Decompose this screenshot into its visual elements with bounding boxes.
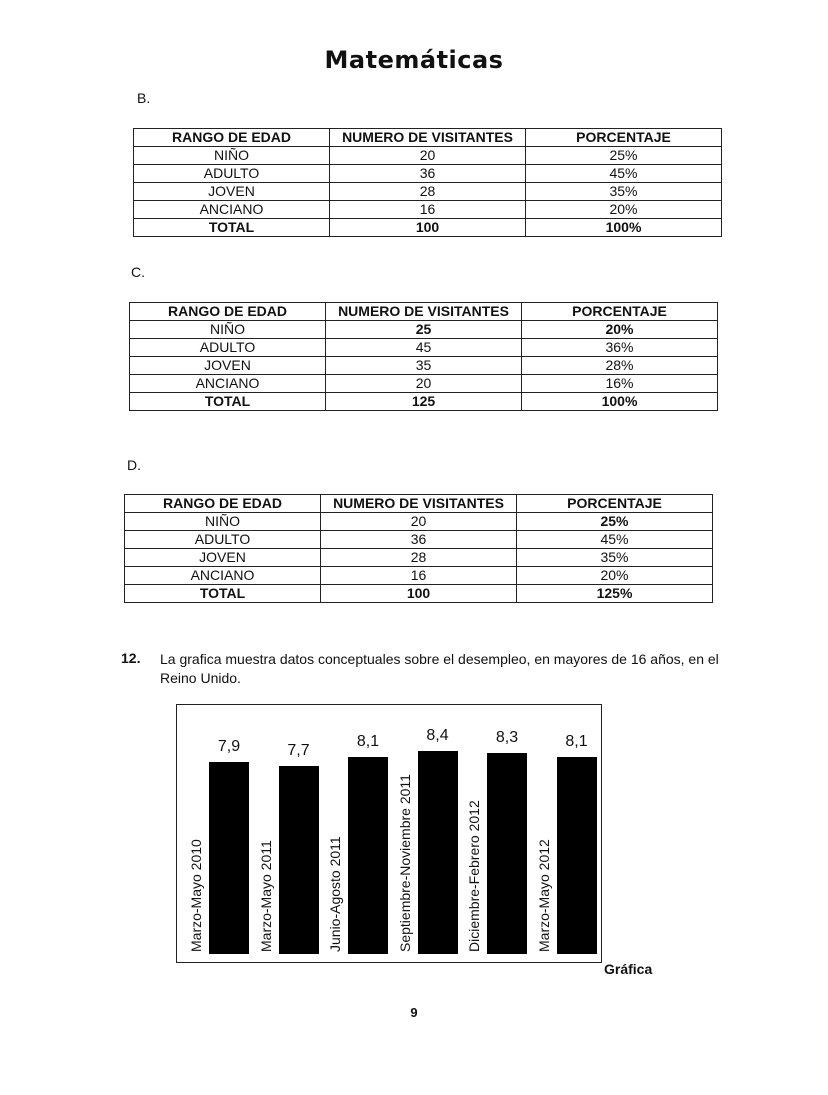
bar — [418, 751, 458, 954]
table-cell: 20% — [522, 321, 718, 339]
page-number: 9 — [410, 1005, 418, 1020]
bar-value-label: 8,3 — [495, 728, 519, 746]
table-cell: TOTAL — [125, 585, 321, 603]
table-cell: 36 — [321, 531, 517, 549]
table-cell: ADULTO — [130, 339, 326, 357]
table-cell: 100 — [330, 219, 526, 237]
table-cell: ANCIANO — [134, 201, 330, 219]
table-cell: 45% — [526, 165, 722, 183]
category-label: Marzo-Mayo 2011 — [257, 840, 274, 952]
table-row — [125, 567, 713, 585]
table-cell: 100% — [522, 393, 718, 411]
question-number: 12. — [121, 650, 141, 666]
bar — [348, 757, 388, 954]
bar — [487, 753, 527, 954]
column-header: NUMERO DE VISITANTES — [330, 129, 526, 147]
page-title: Matemáticas — [324, 46, 504, 74]
table-row — [125, 513, 713, 531]
chart-caption: Gráfica — [604, 961, 653, 977]
bar — [279, 766, 319, 954]
bar — [557, 757, 597, 954]
bar-value-label: 7,7 — [287, 742, 310, 759]
table-row — [125, 549, 713, 567]
table-row — [130, 393, 718, 411]
table-cell: TOTAL — [130, 393, 326, 411]
table-cell: 20% — [526, 201, 722, 219]
table-cell: 20 — [321, 513, 517, 531]
bar-value-label: 8,4 — [426, 726, 449, 744]
question-text: La grafica muestra datos conceptuales sobre el desempleo, en mayores de 16 años, en el Reino Unido. — [160, 651, 719, 686]
column-header: PORCENTAJE — [517, 495, 713, 513]
table-cell: 125 — [326, 393, 522, 411]
table-cell: NIÑO — [134, 147, 330, 165]
table-row — [134, 183, 722, 201]
table-row — [130, 339, 718, 357]
table-cell: 28 — [330, 183, 526, 201]
visitors-table — [133, 128, 722, 237]
column-header: RANGO DE EDAD — [130, 303, 326, 321]
table-cell: TOTAL — [134, 219, 330, 237]
table-header-row — [125, 495, 713, 513]
table-row — [134, 147, 722, 165]
table-cell: JOVEN — [125, 549, 321, 567]
table-cell: ANCIANO — [130, 375, 326, 393]
table-cell: 28 — [321, 549, 517, 567]
table-cell: ADULTO — [125, 531, 321, 549]
table-row — [134, 219, 722, 237]
visitors-table — [124, 494, 713, 603]
table-cell: 20% — [517, 567, 713, 585]
table-cell: 25% — [526, 147, 722, 165]
category-label: Diciembre-Febrero 2012 — [466, 800, 482, 952]
table-header-row — [134, 129, 722, 147]
section-label: B. — [137, 90, 151, 106]
section-label: D. — [127, 457, 141, 473]
bar-value-label: 8,1 — [356, 733, 380, 751]
table-cell: 35% — [526, 183, 722, 201]
table-cell: 36% — [522, 339, 718, 357]
column-header: RANGO DE EDAD — [125, 495, 321, 513]
table-cell: JOVEN — [130, 357, 326, 375]
column-header: RANGO DE EDAD — [134, 129, 330, 147]
table-row — [130, 321, 718, 339]
category-label: Junio-Agosto 2011 — [327, 836, 343, 952]
table-cell: 16 — [330, 201, 526, 219]
table-row — [125, 531, 713, 549]
column-header: NUMERO DE VISITANTES — [321, 495, 517, 513]
table-row — [130, 357, 718, 375]
table-row — [130, 375, 718, 393]
unemployment-bar-chart — [176, 704, 602, 963]
table-cell: 20 — [330, 147, 526, 165]
column-header: PORCENTAJE — [522, 303, 718, 321]
table-cell: 35 — [326, 357, 522, 375]
table-cell: 25% — [517, 513, 713, 531]
table-row — [125, 585, 713, 603]
table-cell: 100% — [526, 219, 722, 237]
table-cell: 45% — [517, 531, 713, 549]
category-label: Marzo-Mayo 2010 — [188, 839, 204, 952]
table-cell: 100 — [321, 585, 517, 603]
table-cell: 36 — [330, 165, 526, 183]
category-label: Marzo-Mayo 2012 — [535, 839, 552, 952]
table-cell: 35% — [517, 549, 713, 567]
bar — [209, 762, 249, 954]
column-header: PORCENTAJE — [526, 129, 722, 147]
table-row — [134, 165, 722, 183]
table-row — [134, 201, 722, 219]
table-cell: ANCIANO — [125, 567, 321, 585]
table-header-row — [130, 303, 718, 321]
table-cell: 125% — [517, 585, 713, 603]
table-cell: NIÑO — [130, 321, 326, 339]
category-label: Septiembre-Noviembre 2011 — [396, 774, 413, 952]
section-label: C. — [131, 264, 145, 280]
table-cell: 20 — [326, 375, 522, 393]
visitors-table — [129, 302, 718, 411]
bar-value-label: 7,9 — [217, 737, 241, 755]
table-cell: 28% — [522, 357, 718, 375]
table-cell: 16% — [522, 375, 718, 393]
column-header: NUMERO DE VISITANTES — [326, 303, 522, 321]
table-cell: 45 — [326, 339, 522, 357]
table-cell: ADULTO — [134, 165, 330, 183]
table-cell: 25 — [326, 321, 522, 339]
table-cell: JOVEN — [134, 183, 330, 201]
table-cell: NIÑO — [125, 513, 321, 531]
bar-value-label: 8,1 — [565, 733, 588, 751]
table-cell: 16 — [321, 567, 517, 585]
